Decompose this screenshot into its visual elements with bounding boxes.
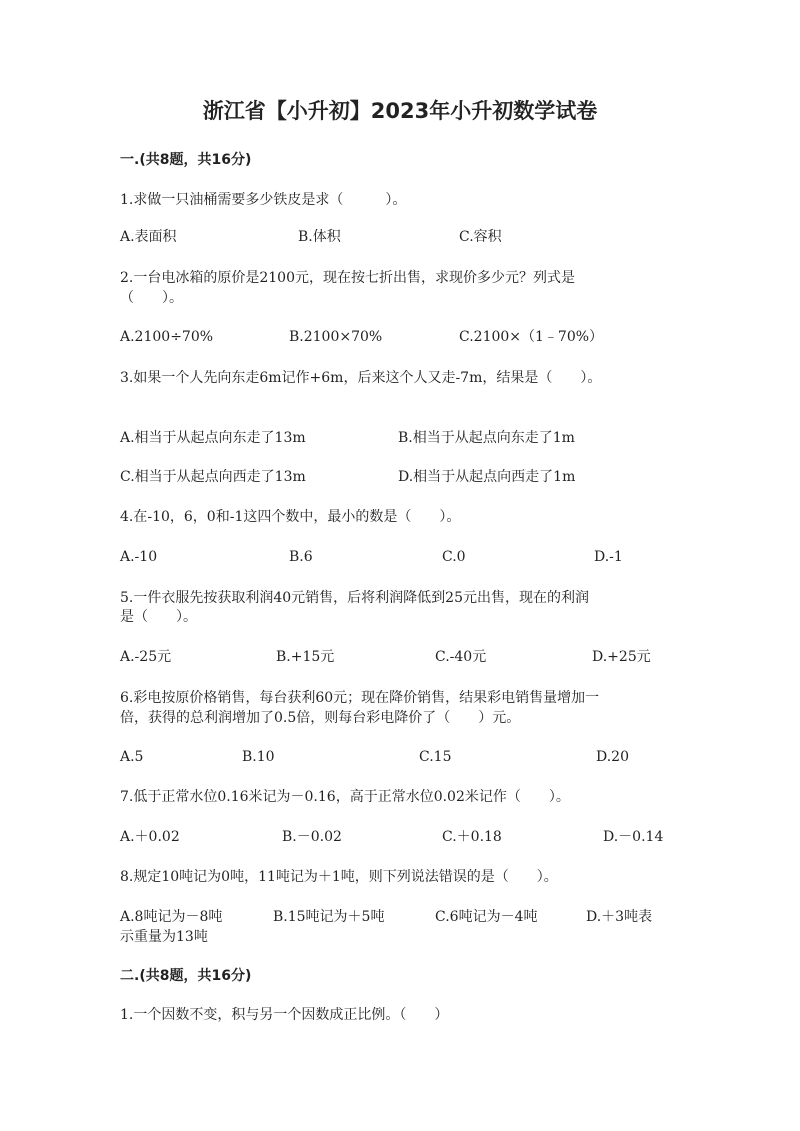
question-stem: 2.一台电冰箱的原价是2100元，现在按七折出售，求现价多少元？列式是 bbox=[120, 270, 575, 286]
option-a: A.相当于从起点向东走了13m bbox=[120, 430, 306, 446]
question-stem: 7.低于正常水位0.16米记为－0.16，高于正常水位0.02米记作（ ）。 bbox=[120, 789, 570, 805]
option-b: B.6 bbox=[289, 549, 313, 565]
question-stem: 1.求做一只油桶需要多少铁皮是求（ ）。 bbox=[120, 192, 407, 208]
option-d: D.－0.14 bbox=[603, 829, 664, 845]
question-stem: 6.彩电按原价格销售，每台获利60元；现在降价销售，结果彩电销售量增加一 bbox=[120, 690, 600, 706]
question-stem: 1.一个因数不变，积与另一个因数成正比例。（ ） bbox=[120, 1007, 449, 1023]
option-b: B.+15元 bbox=[276, 649, 335, 665]
option-c: C.0 bbox=[442, 549, 466, 565]
option-a: A.表面积 bbox=[120, 229, 177, 245]
option-c: C.＋0.18 bbox=[442, 829, 502, 845]
option-b: B.体积 bbox=[298, 229, 341, 245]
question-stem: 4.在-10，6，0和-1这四个数中，最小的数是（ ）。 bbox=[120, 509, 461, 525]
option-d: D.相当于从起点向西走了1m bbox=[398, 469, 576, 485]
option-c: C.相当于从起点向西走了13m bbox=[120, 469, 306, 485]
option-a: A.8吨记为－8吨 bbox=[120, 909, 223, 925]
option-c: C.6吨记为－4吨 bbox=[435, 909, 538, 925]
question-stem: 8.规定10吨记为0吨，11吨记为＋1吨，则下列说法错误的是（ ）。 bbox=[120, 869, 558, 885]
option-d: D.＋3吨表 bbox=[586, 909, 653, 925]
option-c: C.-40元 bbox=[435, 649, 487, 665]
option-d-cont: 示重量为13吨 bbox=[120, 929, 208, 945]
option-a: A.2100÷70% bbox=[120, 329, 214, 345]
option-b: B.2100×70% bbox=[289, 329, 383, 345]
option-a: A.-25元 bbox=[120, 649, 172, 665]
option-a: A.5 bbox=[120, 749, 144, 765]
option-b: B.相当于从起点向东走了1m bbox=[398, 430, 575, 446]
option-b: B.－0.02 bbox=[282, 829, 342, 845]
option-c: C.容积 bbox=[459, 229, 502, 245]
option-a: A.-10 bbox=[120, 549, 158, 565]
question-stem: 5.一件衣服先按获取利润40元销售，后将利润降低到25元出售，现在的利润 bbox=[120, 590, 589, 606]
option-c: C.2100×（1﹣70%） bbox=[459, 329, 604, 345]
section-heading: 二.(共8题，共16分) bbox=[120, 968, 252, 984]
question-stem-cont: （ ）。 bbox=[120, 290, 183, 306]
option-a: A.＋0.02 bbox=[120, 829, 180, 845]
question-stem-cont: 倍，获得的总利润增加了0.5倍，则每台彩电降价了（ ）元。 bbox=[120, 710, 521, 726]
question-stem: 3.如果一个人先向东走6m记作+6m，后来这个人又走-7m，结果是（ ）。 bbox=[120, 370, 602, 386]
question-stem-cont: 是（ ）。 bbox=[120, 609, 197, 625]
section-heading: 一.(共8题，共16分) bbox=[120, 152, 252, 168]
option-d: D.-1 bbox=[594, 549, 623, 565]
option-d: D.20 bbox=[596, 749, 629, 765]
page-title: 浙江省【小升初】2023年小升初数学试卷 bbox=[202, 99, 598, 123]
option-b: B.15吨记为＋5吨 bbox=[273, 909, 385, 925]
option-b: B.10 bbox=[242, 749, 275, 765]
option-c: C.15 bbox=[419, 749, 452, 765]
option-d: D.+25元 bbox=[592, 649, 651, 665]
